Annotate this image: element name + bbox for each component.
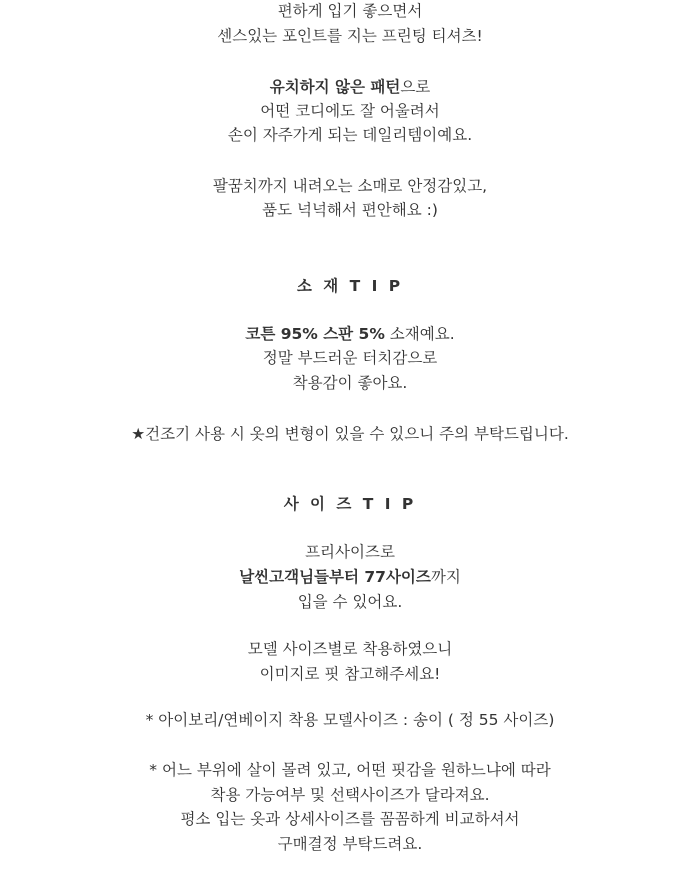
size-note-2: 착용 가능여부 및 선택사이즈가 달라져요. <box>210 786 490 804</box>
material-line-2: 정말 부드러운 터치감으로 <box>262 349 438 367</box>
intro-line-2: 센스있는 포인트를 지는 프린팅 티셔츠! <box>217 27 483 45</box>
pattern-suffix: 으로 <box>400 78 431 96</box>
pattern-line-1 <box>0 76 700 98</box>
fit-line-2: 품도 넉넉해서 편안해요 :) <box>262 201 438 219</box>
material-line-3: 착용감이 좋아요. <box>292 374 408 392</box>
size-line-1: 프리사이즈로 <box>305 543 395 561</box>
material-heading: 소 재 T I P <box>296 277 404 295</box>
pattern-line-2: 어떤 코디에도 잘 어울려서 <box>260 102 440 120</box>
size-line-2 <box>0 566 700 588</box>
size-note-3: 평소 입는 옷과 상세사이즈를 꼼꼼하게 비교하셔서 <box>180 810 520 828</box>
material-suffix: 소재예요. <box>384 325 455 343</box>
size-suffix: 까지 <box>430 568 461 586</box>
size-note-4: 구매결정 부탁드려요. <box>277 835 423 853</box>
size-highlight: 날씬고객님들부터 77사이즈 <box>239 568 431 586</box>
size-note-1: * 어느 부위에 살이 몰려 있고, 어떤 핏감을 원하느냐에 따라 <box>149 761 551 779</box>
pattern-line-3: 손이 자주가게 되는 데일리템이예요. <box>227 126 473 144</box>
material-line-1 <box>0 323 700 345</box>
material-highlight: 코튼 95% 스판 5% <box>245 325 385 343</box>
size-heading: 사 이 즈 T I P <box>283 495 417 513</box>
model-line-1: 모델 사이즈별로 착용하였으니 <box>247 640 453 658</box>
pattern-highlight: 유치하지 않은 패턴 <box>269 78 401 96</box>
fit-line-1: 팔꿈치까지 내려오는 소매로 안정감있고, <box>212 177 488 195</box>
model-line-2: 이미지로 핏 참고해주세요! <box>259 665 441 683</box>
dryer-warning: ★건조기 사용 시 옷의 변형이 있을 수 있으니 주의 부탁드립니다. <box>131 425 569 443</box>
size-line-3: 입을 수 있어요. <box>297 593 403 611</box>
intro-line-1: 편하게 입기 좋으면서 <box>277 2 423 20</box>
model-size-note: * 아이보리/연베이지 착용 모델사이즈 : 송이 ( 정 55 사이즈) <box>145 711 555 729</box>
